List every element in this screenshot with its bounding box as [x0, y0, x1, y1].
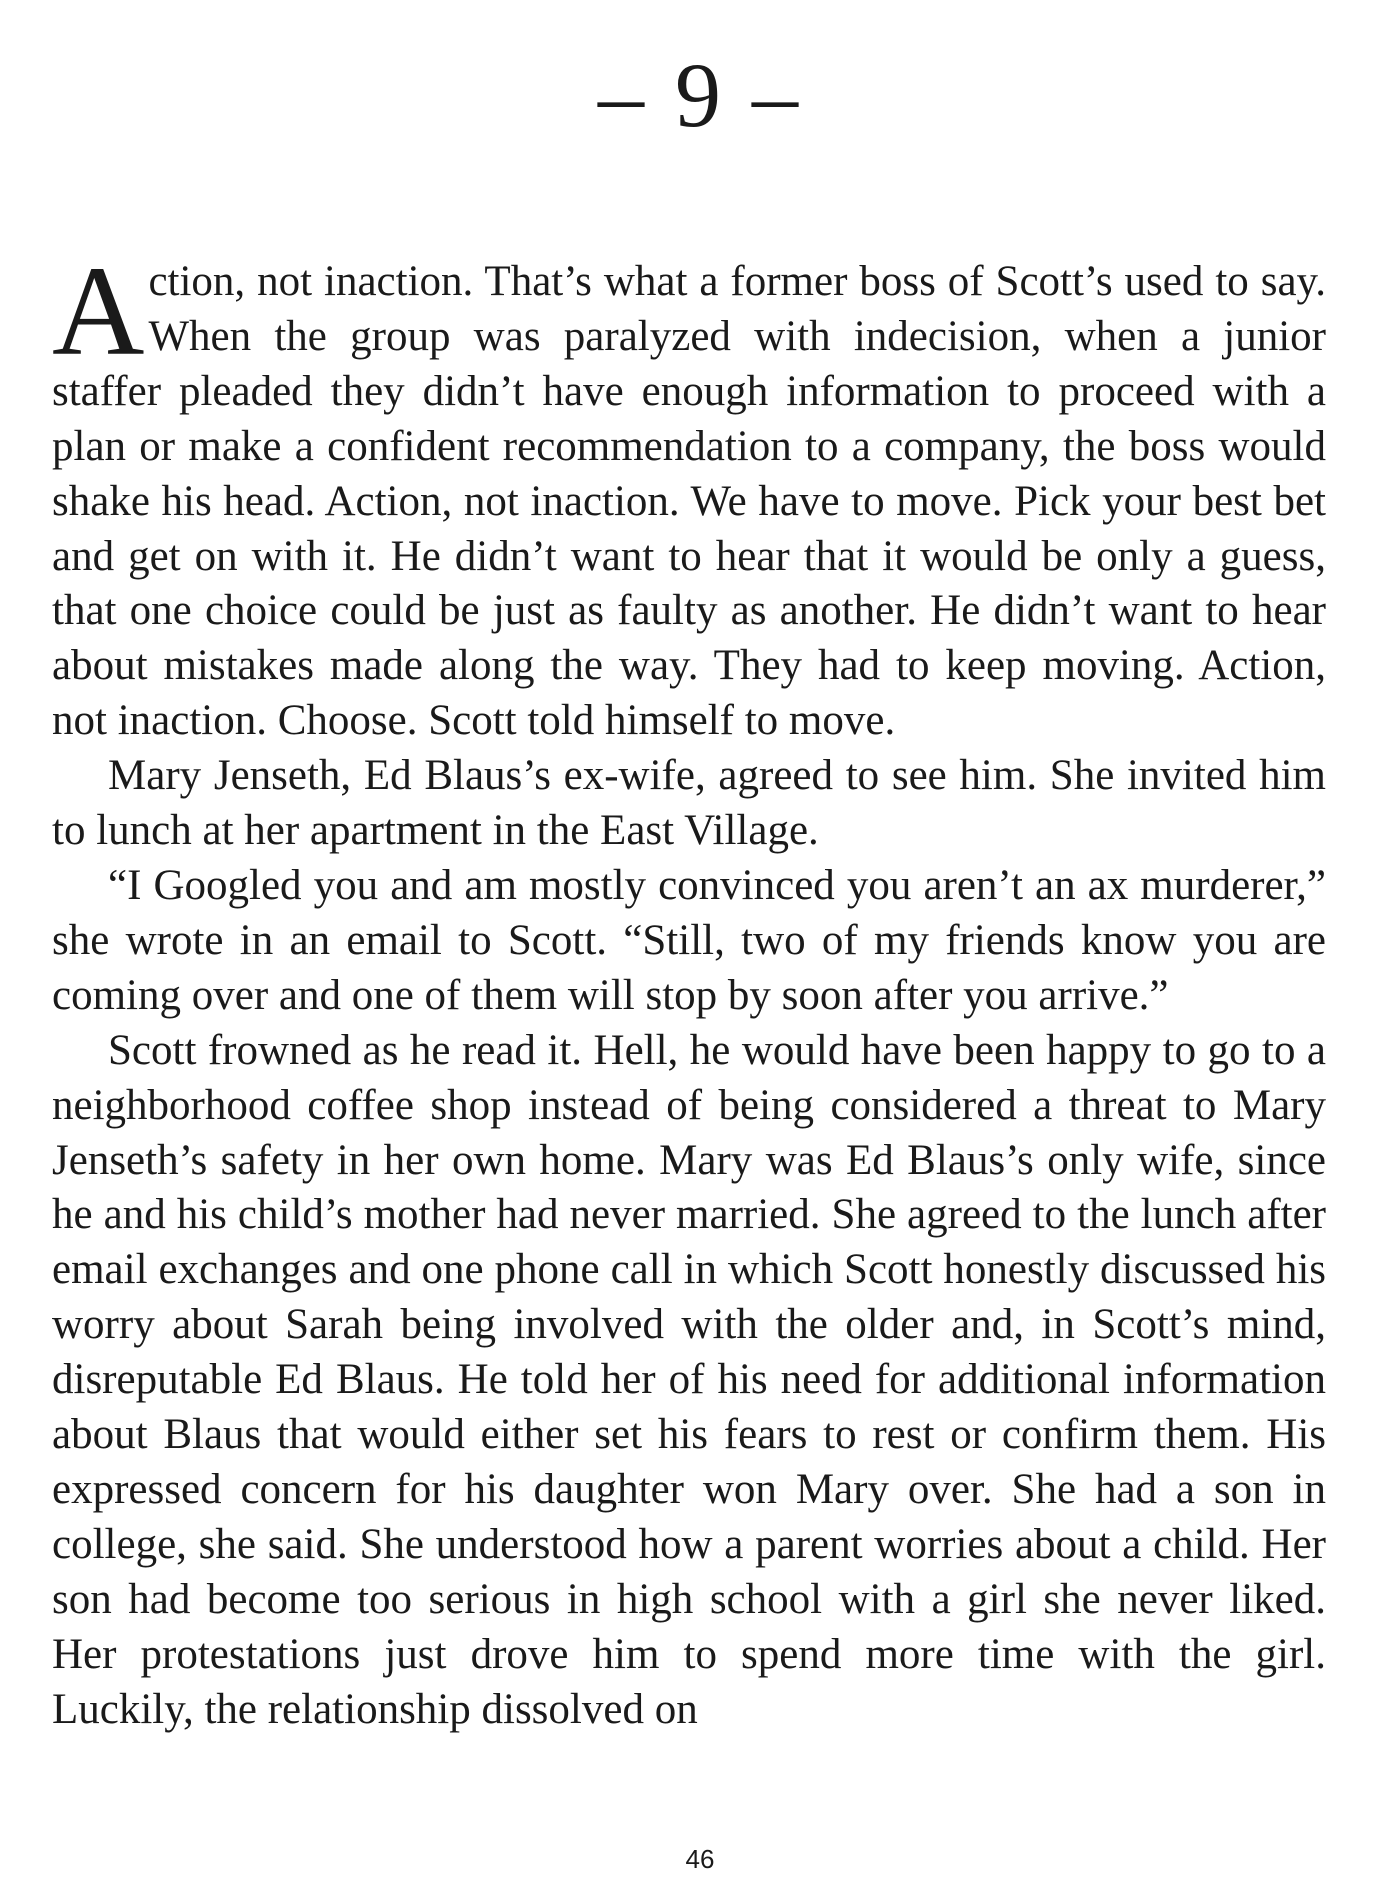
chapter-heading: – 9 –: [598, 44, 802, 146]
page-number: 46: [685, 1844, 715, 1874]
paragraph-1: [52, 240, 1326, 749]
body-text: [52, 240, 1326, 1737]
paragraph-3: “I Googled you and am mostly convinced you aren’t an ax murderer,” she wrote in an email to Scott. “Still, two of my friends know you are coming over and one of them will stop by soon after you arrive.”: [52, 861, 1326, 1019]
paragraph-4: Scott frowned as he read it. Hell, he would have been happy to go to a neighborhood coffee shop instead of being considered a threat to Mary Jenseth’s safety in her own home. Mary was Ed Blaus’s only wife, since he and his child’s mother had never married. She agreed to the lunch after email exchanges and one phone call in which Scott honestly discussed his worry about Sarah being involved with the older and, in Scott’s mind, disreputable Ed Blaus. He told her of his need for additional information about Blaus that would either set his fears to rest or confirm them. His expressed concern for his daughter won Mary over. She had a son in college, she said. She understood how a parent worries about a child. Her son had become too serious in high school with a girl she never liked. Her protestations just drove him to spend more time with the girl. Luckily, the relationship dissolved on: [52, 1026, 1326, 1733]
paragraph-1-text: ction, not inaction. That’s what a former boss of Scott’s used to say. When the group was paralyzed with indecision, when a junior staffer pleaded they didn’t have enough information to proceed with a plan or make a confident recommendation to a company, the boss would shake his head. Action, not inaction. We have to move. Pick your best bet and get on with it. He didn’t want to hear that it would be only a guess, that one choice could be just as faulty as another. He didn’t want to hear about mistakes made along the way. They had to keep moving. Action, not inaction. Choose. Scott told himself to move.: [52, 258, 1326, 745]
paragraph-2: Mary Jenseth, Ed Blaus’s ex-wife, agreed to see him. She invited him to lunch at her apartment in the East Village.: [52, 752, 1326, 855]
drop-cap: A: [52, 240, 145, 382]
